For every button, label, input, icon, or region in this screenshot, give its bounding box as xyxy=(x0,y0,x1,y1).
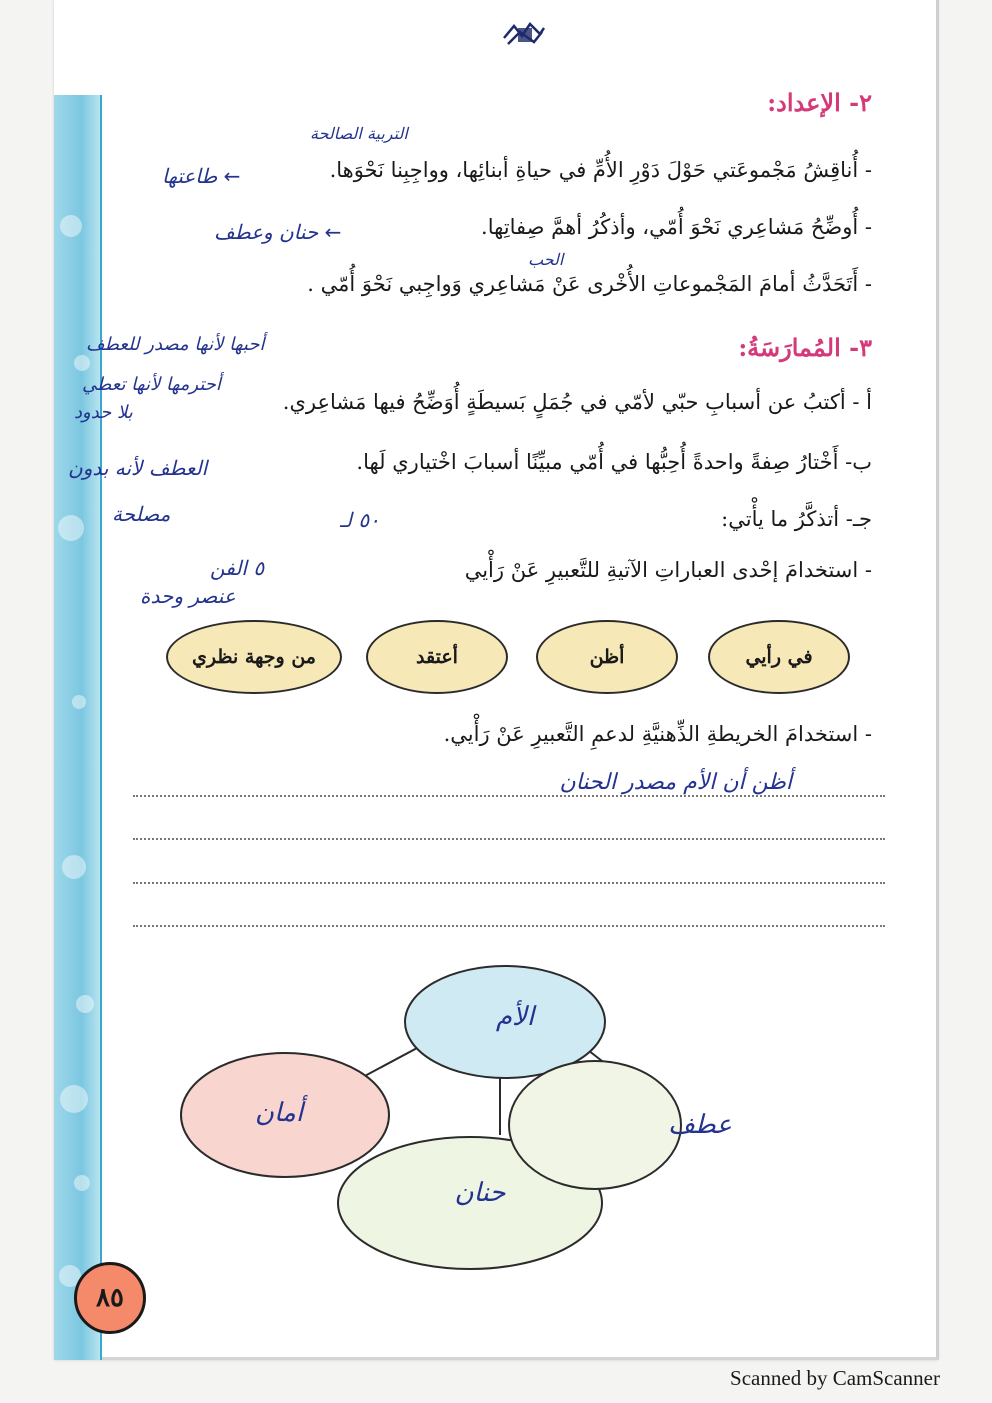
phrase-oval-i-believe: أعتقد xyxy=(366,620,508,694)
mind-map-node-bottom-text: حنان xyxy=(454,1178,506,1208)
decorative-side-strip xyxy=(54,95,102,1360)
handwritten-answer-a-2: أحترمها لأنها تعطي xyxy=(82,374,221,395)
practice-sub-mindmap: - استخدامَ الخريطةِ الذِّهنيَّةِ لدعمِ التَّعبيرِ عَنْ رَأْيي. xyxy=(443,722,872,746)
handwritten-answer-tenderness: ← حنان وعطف xyxy=(214,220,342,244)
handwritten-note-c-3: عنصر وحدة xyxy=(140,584,236,608)
preparation-line-3: - أَتَحَدَّثُ أمامَ المَجْموعاتِ الأُخْرى عَنْ مَشاعِري وَواجِبي نَحْوَ أُمّي . xyxy=(307,272,872,296)
writing-line-4[interactable] xyxy=(133,925,885,927)
mind-map-node-left-text: أمان xyxy=(254,1098,304,1128)
mind-map-center-text: الأم xyxy=(495,1002,535,1032)
phrase-oval-from-my-viewpoint: من وجهة نظري xyxy=(166,620,342,694)
handwritten-note-c-2: ٥ الفن xyxy=(210,556,265,580)
practice-item-a: أ - أكتبُ عن أسبابِ حبّي لأمّي في جُمَلٍ بَسيطَةٍ أُوَضِّحُ فيها مَشاعِري. xyxy=(282,390,872,414)
handwritten-note-upbringing: التربية الصالحة xyxy=(310,124,408,143)
page-edge-bottom xyxy=(54,1357,939,1360)
practice-item-b: ب- أَخْتارُ صِفةً واحدةً أُحِبُّها في أُمّي مبيِّنًا أسبابَ اخْتياري لَها. xyxy=(356,450,872,474)
handwritten-answer-obedience: ← طاعتها xyxy=(162,164,241,188)
handwritten-answer-a-1: أحبها لأنها مصدر للعطف xyxy=(86,334,265,355)
preparation-line-1: - أُناقِشُ مَجْموعَتي حَوْلَ دَوْرِ الأُمِّ في حياةِ أبنائِها، وواجِبِنا نَحْوَها. xyxy=(329,158,872,182)
mind-map-node-right-text: عطف xyxy=(668,1110,732,1140)
page-edge-right xyxy=(936,0,939,1360)
phrase-oval-i-think: أظن xyxy=(536,620,678,694)
handwritten-note-love: الحب xyxy=(528,250,564,269)
handwritten-opinion-sentence: أظن أن الأم مصدر الحنان xyxy=(559,770,792,795)
practice-heading: ٣- المُمارَسَةُ: xyxy=(738,333,872,362)
scanner-footer: Scanned by CamScanner xyxy=(730,1366,940,1390)
writing-line-3[interactable] xyxy=(133,882,885,884)
handwritten-answer-b-continued: مصلحة xyxy=(112,502,171,526)
practice-sub-phrases: - استخدامَ إحْدى العباراتِ الآتيةِ للتَّعبيرِ عَنْ رَأْيي xyxy=(464,558,872,582)
writing-line-1[interactable] xyxy=(133,795,885,797)
preparation-line-2: - أُوضِّحُ مَشاعِري نَحْوَ أُمّي، وأذكُرُ أهمَّ صِفاتِها. xyxy=(481,215,872,239)
practice-item-c: جـ- أتذكَّرُ ما يأْتي: xyxy=(721,507,872,531)
preparation-heading: ٢- الإعداد: xyxy=(767,88,872,117)
phrase-oval-in-my-opinion: في رأيي xyxy=(708,620,850,694)
handwritten-note-c-1: ٥٠ لـ xyxy=(340,508,380,532)
handwritten-answer-b: العطف لأنه بدون xyxy=(68,456,208,480)
handwritten-answer-a-3: بلا حدود xyxy=(74,402,133,423)
page-number-badge: ٨٥ xyxy=(74,1262,146,1334)
writing-line-2[interactable] xyxy=(133,838,885,840)
scribble-mark-icon xyxy=(500,18,548,52)
